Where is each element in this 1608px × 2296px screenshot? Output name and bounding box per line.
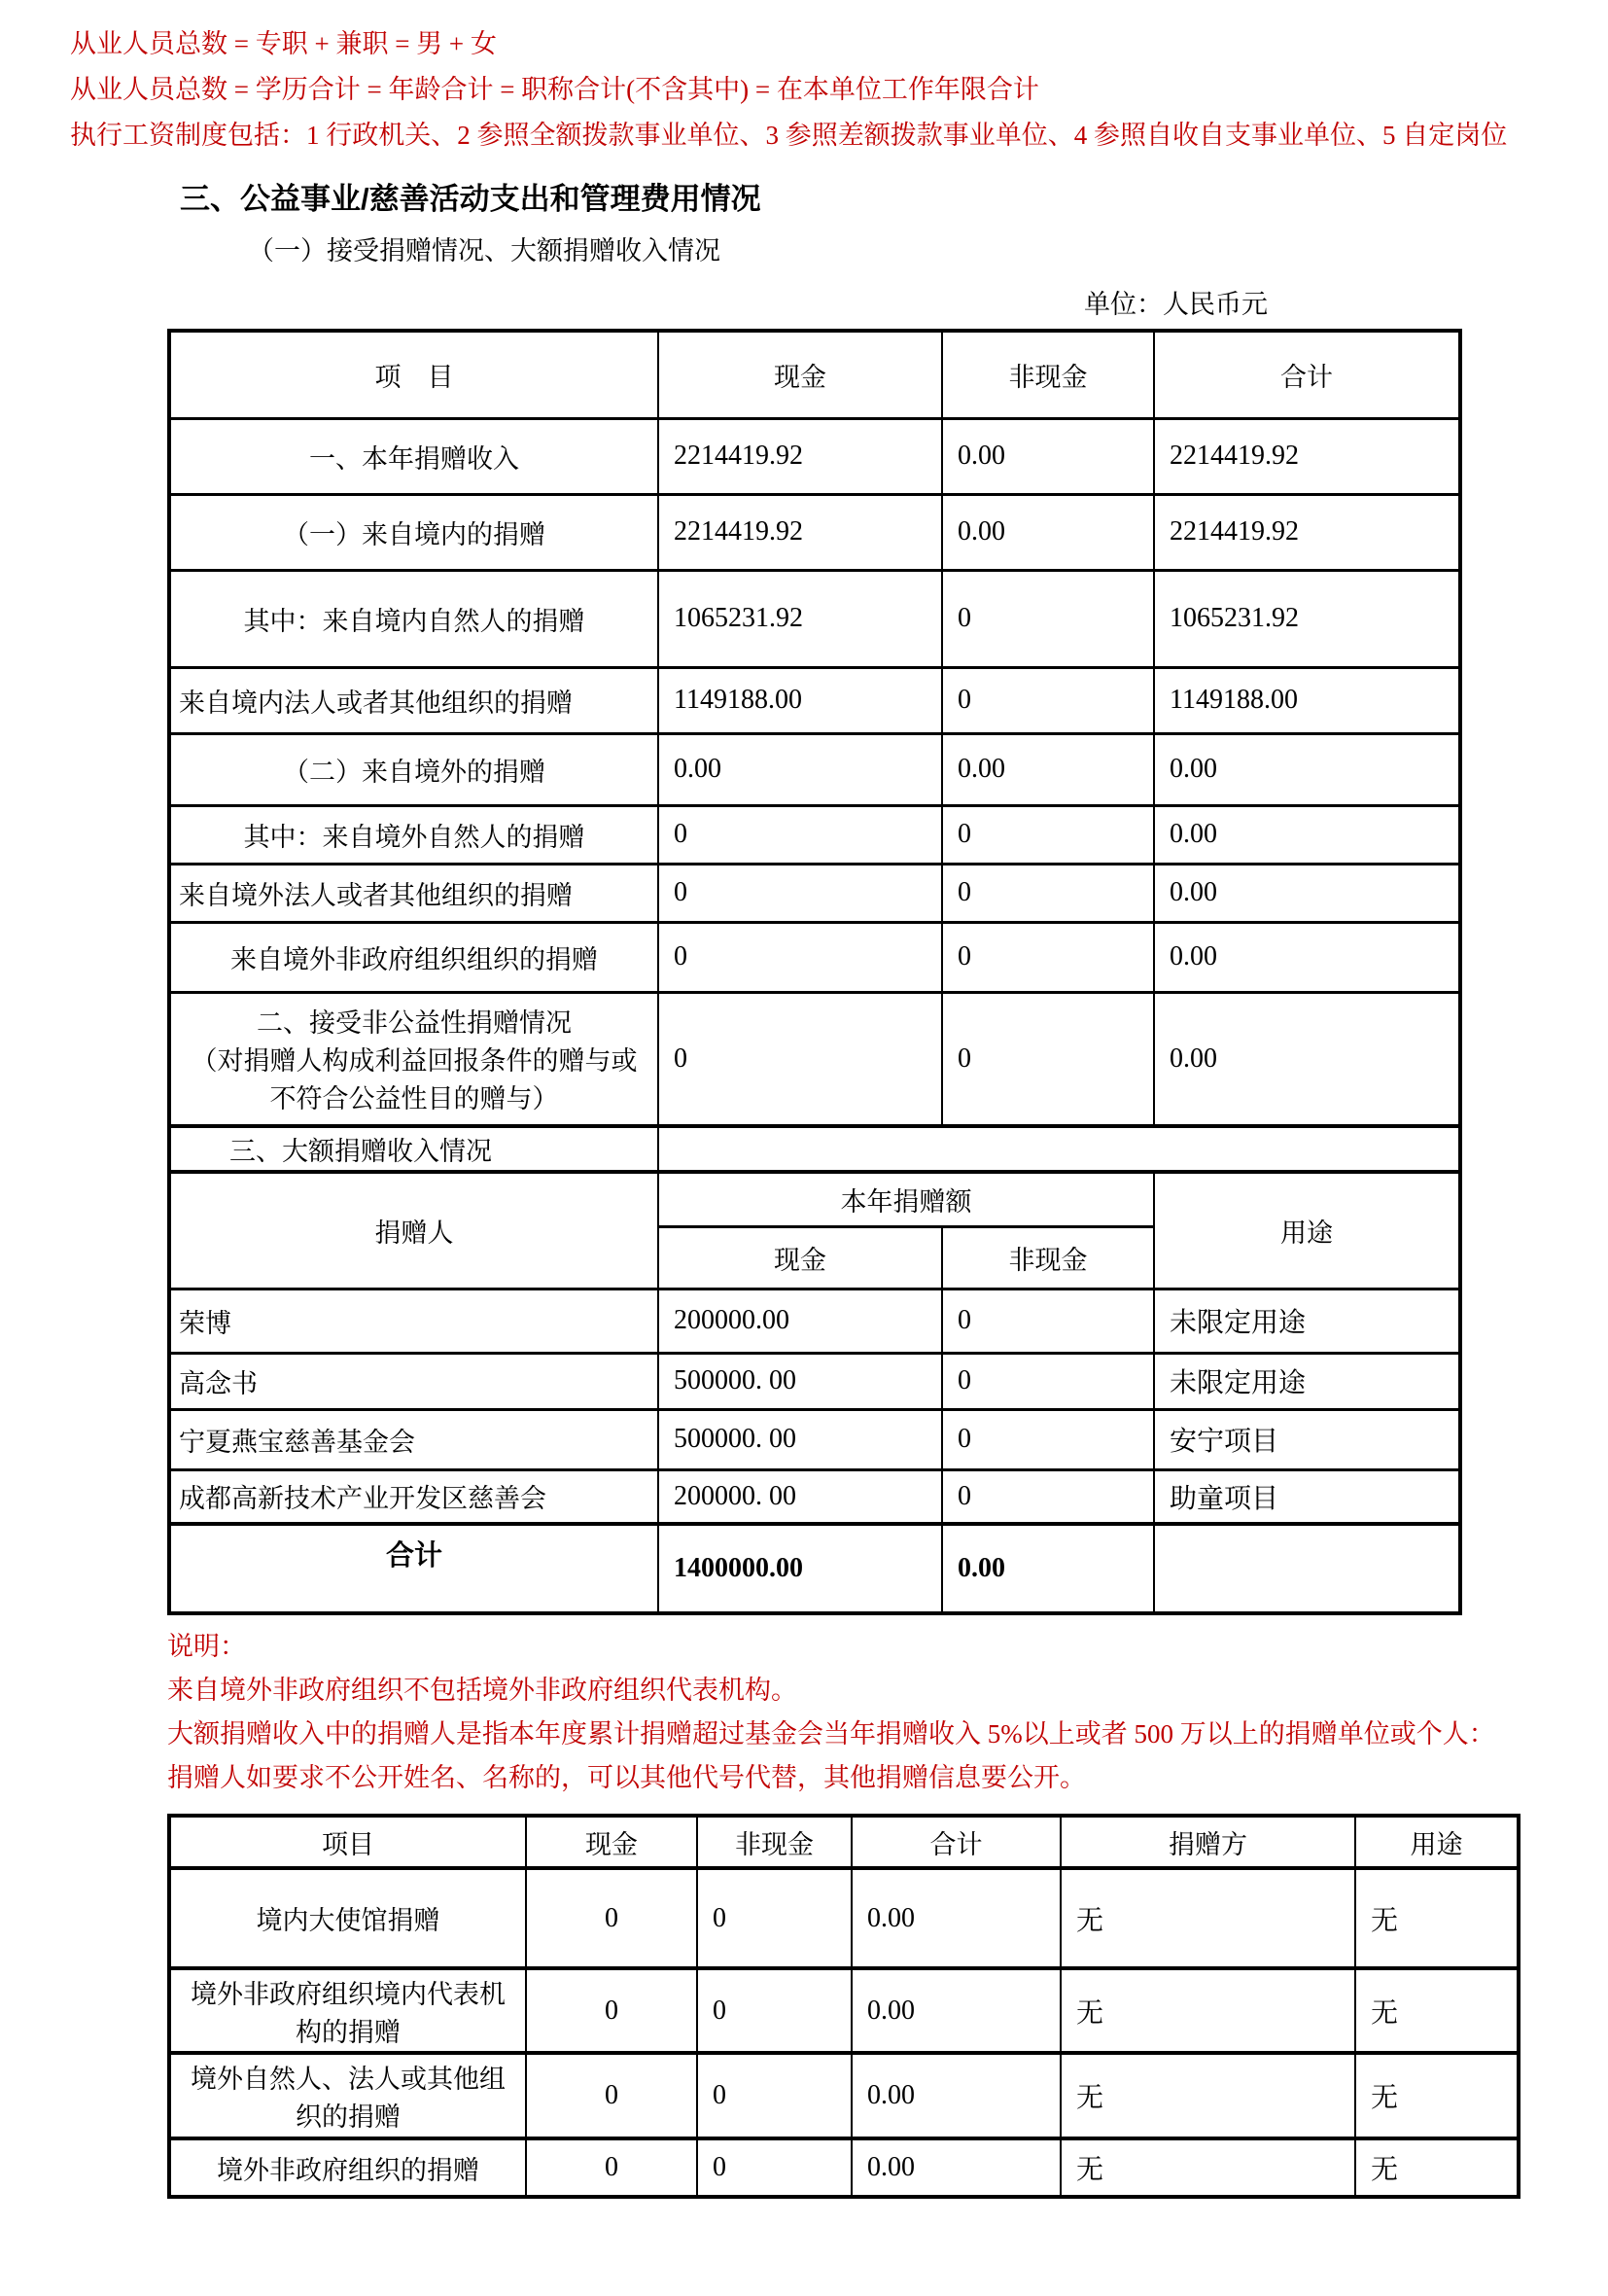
large-donation-section-row: [169, 1126, 1460, 1172]
noncash-value: 0: [942, 1409, 1154, 1469]
amount-header: 本年捐赠额: [658, 1172, 1154, 1226]
total-label: 合计: [169, 1524, 658, 1613]
total-row: [169, 1524, 1460, 1613]
row-label: 境外非政府组织的捐赠: [169, 2138, 526, 2197]
note-large-donor-definition: 大额捐赠收入中的捐赠人是指本年度累计捐赠超过基金会当年捐赠收入 5%以上或者 500 万以上的捐赠单位或个人：: [167, 1719, 1495, 1748]
header-usage: 用途: [1355, 1816, 1519, 1868]
noncash-value: 0.00: [942, 418, 1154, 494]
table-row: [169, 418, 1460, 494]
section-title: 三、公益事业/慈善活动支出和管理费用情况: [180, 182, 761, 216]
total-value: 2214419.92: [1154, 418, 1460, 494]
donor-value: 无: [1061, 2053, 1355, 2138]
table-row: [169, 667, 1460, 733]
noncash-value: 0: [942, 667, 1154, 733]
noncash-value: 0: [697, 2138, 852, 2197]
cash-value: 2214419.92: [658, 418, 942, 494]
row-label-line1: 二、接受非公益性捐赠情况: [257, 1008, 572, 1039]
noncash-subheader: 非现金: [942, 1226, 1154, 1289]
total-value: 0.00: [852, 1968, 1061, 2053]
table-row: [169, 494, 1460, 570]
large-donation-header-row: [169, 1172, 1460, 1226]
donor-name: 荣博: [169, 1289, 658, 1353]
cash-value: 200000. 00: [658, 1469, 942, 1524]
currency-unit-label: 单位：人民币元: [1084, 290, 1268, 319]
row-label: 来自境外非政府组织组织的捐赠: [169, 922, 658, 992]
cash-value: 0.00: [658, 733, 942, 805]
row-label: 一、本年捐赠收入: [169, 418, 658, 494]
header-total: 合计: [1154, 331, 1460, 418]
noncash-value: 0: [942, 1469, 1154, 1524]
noncash-value: 0.00: [942, 494, 1154, 570]
table-row: [169, 805, 1460, 864]
noncash-value: 0: [942, 805, 1154, 864]
donor-row: [169, 1469, 1460, 1524]
top-red-notes: [70, 21, 1540, 159]
noncash-value: 0: [697, 1868, 852, 1968]
donor-header: 捐赠人: [169, 1172, 658, 1289]
empty-cell: [1154, 1524, 1460, 1613]
cash-value: 0: [658, 805, 942, 864]
note-staff-total-2: 从业人员总数 = 学历合计 = 年龄合计 = 职称合计(不含其中) = 在本单位工作年限合计: [70, 75, 1039, 104]
donor-name: 成都高新技术产业开发区慈善会: [169, 1469, 658, 1524]
large-donation-section-label: 三、大额捐赠收入情况: [169, 1126, 658, 1172]
table-row: [169, 733, 1460, 805]
row-label: （一）来自境内的捐赠: [169, 494, 658, 570]
noncash-value: 0: [697, 1968, 852, 2053]
table-row-non-public-benefit: [169, 992, 1460, 1126]
total-value: 1065231.92: [1154, 570, 1460, 667]
total-value: 0.00: [1154, 864, 1460, 922]
noncash-value: 0: [697, 2053, 852, 2138]
row-label: [169, 992, 658, 1126]
empty-cell: [658, 1126, 1460, 1172]
usage-value: 无: [1355, 1868, 1519, 1968]
cash-value: 0: [526, 2138, 697, 2197]
note-anonymous-donor: 捐赠人如要求不公开姓名、名称的，可以其他代号代替，其他捐赠信息要公开。: [167, 1763, 1086, 1792]
row-label: 境外自然人、法人或其他组织的捐赠: [169, 2053, 526, 2138]
usage-value: 无: [1355, 2138, 1519, 2197]
usage-value: 未限定用途: [1154, 1289, 1460, 1353]
total-value: 1149188.00: [1154, 667, 1460, 733]
table-header-row: [169, 331, 1460, 418]
total-value: 0.00: [1154, 922, 1460, 992]
row-label: 来自境内法人或者其他组织的捐赠: [169, 667, 658, 733]
cash-value: 0: [526, 2053, 697, 2138]
total-value: 0.00: [852, 2053, 1061, 2138]
total-value: 0.00: [852, 1868, 1061, 1968]
row-label: 境外非政府组织境内代表机构的捐赠: [169, 1968, 526, 2053]
table-row: [169, 864, 1460, 922]
table-row: [169, 570, 1460, 667]
note-ngo: 来自境外非政府组织不包括境外非政府组织代表机构。: [167, 1676, 797, 1705]
cash-value: 2214419.92: [658, 494, 942, 570]
noncash-value: 0: [942, 1353, 1154, 1409]
noncash-value: 0.00: [942, 733, 1154, 805]
noncash-value: 0: [942, 864, 1154, 922]
foreign-donation-table: [167, 1814, 1521, 2199]
table-row: [169, 1868, 1519, 1968]
cash-value: 0: [526, 1968, 697, 2053]
section-subtitle: （一）接受捐赠情况、大额捐赠收入情况: [248, 236, 720, 265]
header-total: 合计: [852, 1816, 1061, 1868]
row-label: 其中：来自境内自然人的捐赠: [169, 570, 658, 667]
header-noncash: 非现金: [942, 331, 1154, 418]
donor-row: [169, 1289, 1460, 1353]
row-label: （二）来自境外的捐赠: [169, 733, 658, 805]
header-item: 项 目: [169, 331, 658, 418]
donor-value: 无: [1061, 2138, 1355, 2197]
donor-value: 无: [1061, 1868, 1355, 1968]
cash-value: 200000.00: [658, 1289, 942, 1353]
cash-value: 0: [526, 1868, 697, 1968]
row-label: 其中：来自境外自然人的捐赠: [169, 805, 658, 864]
header-cash: 现金: [658, 331, 942, 418]
usage-value: 助童项目: [1154, 1469, 1460, 1524]
header-cash: 现金: [526, 1816, 697, 1868]
table-row: [169, 2053, 1519, 2138]
noncash-value: 0: [942, 992, 1154, 1126]
donor-row: [169, 1409, 1460, 1469]
donation-income-table: [167, 329, 1462, 1615]
row-label-line2: （对捐赠人构成利益回报条件的赠与或不符合公益性目的赠与）: [191, 1046, 638, 1114]
notes-title: 说明：: [167, 1632, 246, 1661]
total-value: 0.00: [1154, 733, 1460, 805]
donor-value: 无: [1061, 1968, 1355, 2053]
total-value: 0.00: [1154, 805, 1460, 864]
cash-value: 0: [658, 864, 942, 922]
header-item: 项目: [169, 1816, 526, 1868]
total-value: 0.00: [852, 2138, 1061, 2197]
row-label: 来自境外法人或者其他组织的捐赠: [169, 864, 658, 922]
noncash-value: 0: [942, 570, 1154, 667]
noncash-value: 0: [942, 1289, 1154, 1353]
cash-value: 0: [658, 992, 942, 1126]
donor-row: [169, 1353, 1460, 1409]
table-header-row: [169, 1816, 1519, 1868]
usage-value: 安宁项目: [1154, 1409, 1460, 1469]
usage-value: 无: [1355, 1968, 1519, 2053]
usage-value: 无: [1355, 2053, 1519, 2138]
table-row: [169, 2138, 1519, 2197]
header-donor: 捐赠方: [1061, 1816, 1355, 1868]
charity-report-page: [0, 21, 1608, 2296]
note-salary-system: 执行工资制度包括：1 行政机关、2 参照全额拨款事业单位、3 参照差额拨款事业单位、4 参照自收自支事业单位、5 自定岗位: [70, 121, 1508, 150]
total-value: 0.00: [1154, 992, 1460, 1126]
table-row: [169, 922, 1460, 992]
red-notes-block: [167, 1625, 1608, 1800]
donor-name: 宁夏燕宝慈善基金会: [169, 1409, 658, 1469]
total-noncash-value: 0.00: [942, 1524, 1154, 1613]
table-row: [169, 1968, 1519, 2053]
noncash-value: 0: [942, 922, 1154, 992]
total-cash-value: 1400000.00: [658, 1524, 942, 1613]
cash-value: 1149188.00: [658, 667, 942, 733]
donor-name: 高念书: [169, 1353, 658, 1409]
total-value: 2214419.92: [1154, 494, 1460, 570]
cash-value: 0: [658, 922, 942, 992]
row-label: 境内大使馆捐赠: [169, 1868, 526, 1968]
cash-subheader: 现金: [658, 1226, 942, 1289]
header-noncash: 非现金: [697, 1816, 852, 1868]
cash-value: 500000. 00: [658, 1409, 942, 1469]
usage-value: 未限定用途: [1154, 1353, 1460, 1409]
note-staff-total-1: 从业人员总数 = 专职 + 兼职 = 男 + 女: [70, 29, 497, 58]
cash-value: 500000. 00: [658, 1353, 942, 1409]
usage-header: 用途: [1154, 1172, 1460, 1289]
cash-value: 1065231.92: [658, 570, 942, 667]
